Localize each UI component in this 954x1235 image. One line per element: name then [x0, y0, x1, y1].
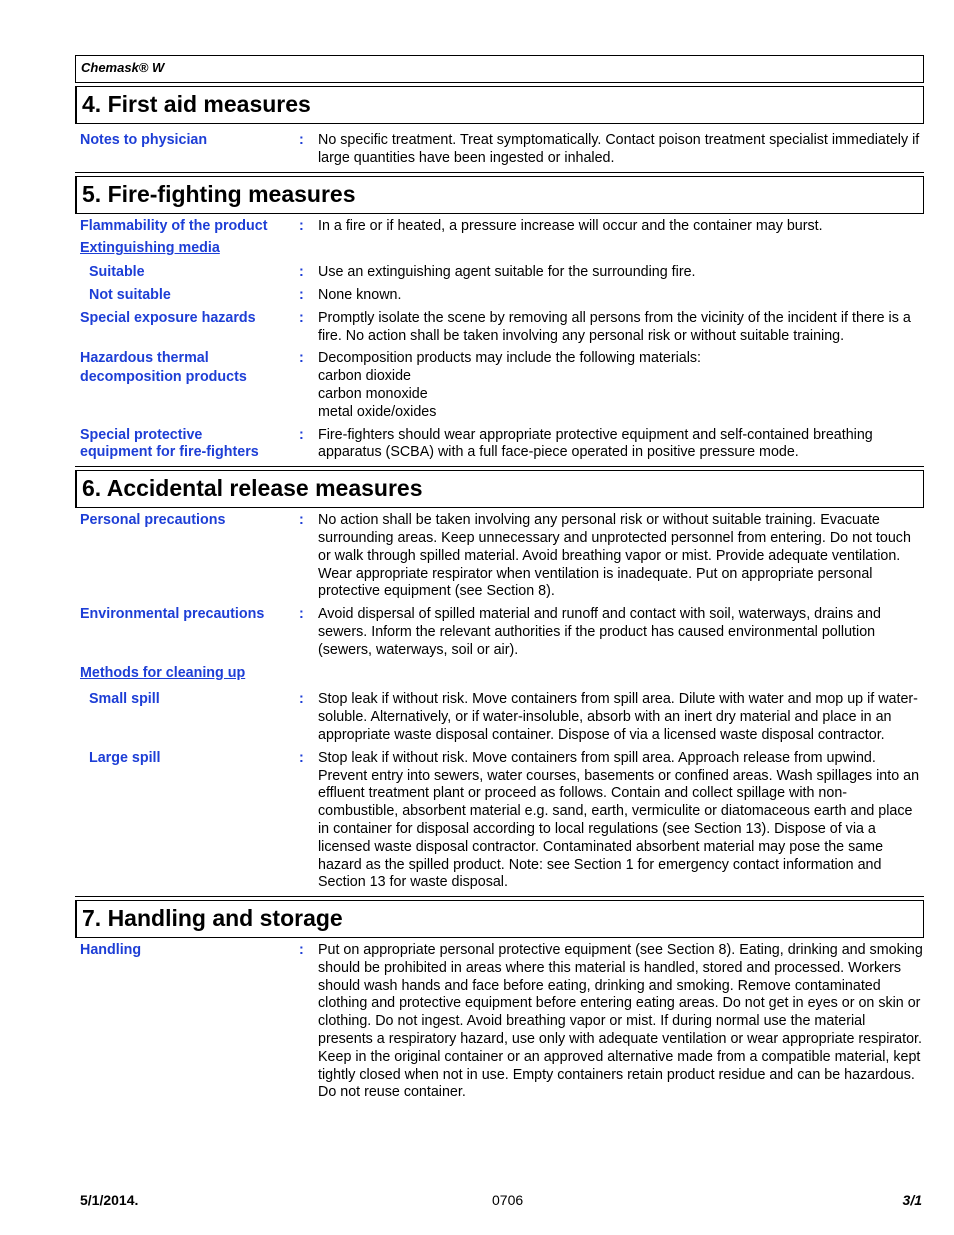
footer-date: 5/1/2014. — [80, 1192, 139, 1208]
colon: : — [299, 217, 304, 234]
colon: : — [299, 426, 304, 443]
special-exposure-row — [75, 310, 924, 346]
footer-code: 0706 — [492, 1192, 524, 1208]
section-6 — [75, 508, 924, 897]
flammability-text: In a fire or if heated, a pressure increase will occur and the container may burst. — [318, 217, 823, 234]
footer-page-number: 3/1 — [902, 1192, 922, 1208]
colon: : — [299, 749, 304, 766]
section-5 — [75, 214, 924, 468]
hazardous-label-line1: Hazardous thermal — [80, 350, 209, 367]
section-4-title: 4. First aid measures — [75, 86, 924, 124]
protective-label — [75, 427, 299, 463]
methods-row — [75, 665, 924, 683]
product-name: Chemask® W — [75, 55, 924, 83]
hazardous-line: Decomposition products may include the following materials: — [318, 350, 702, 367]
handling-label: Handling — [80, 942, 142, 959]
extinguishing-row — [75, 240, 924, 258]
large-spill-row — [75, 750, 924, 892]
hazardous-text — [318, 350, 924, 421]
flammability-row — [75, 218, 924, 236]
extinguishing-media-link[interactable]: Extinguishing media — [80, 240, 220, 257]
colon: : — [299, 691, 304, 708]
environmental-label: Environmental precautions — [80, 606, 265, 623]
protective-label-line2: equipment for fire-fighters — [80, 444, 259, 461]
special-exposure-text: Promptly isolate the scene by removing all persons from the vicinity of the incident if there is a fire. No action shall be taken involving any personal risk or without suitable training. — [318, 309, 911, 344]
flammability-label: Flammability of the product — [80, 217, 268, 234]
personal-text: No action shall be taken involving any personal risk or without suitable training. Evacuate surrounding areas. Keep unnecessary and unprotected personnel from entering. Do not touch or walk through spilled material. Avoid breathing vapor or mist. Provide adequate ventilation. Wear appropriate respirator when ventilation is inadequate. Put on appropriate personal protective equipment (see Section 8). — [318, 512, 911, 600]
notes-text: No specific treatment. Treat symptomatically. Contact poison treatment specialist immediately if large quantities have been ingested or inhaled. — [318, 132, 920, 166]
hazardous-line: carbon dioxide — [318, 368, 411, 385]
protective-label-line1: Special protective — [80, 426, 203, 443]
large-spill-label: Large spill — [89, 749, 161, 766]
special-exposure-label: Special exposure hazards — [80, 309, 256, 326]
section-4 — [75, 124, 924, 173]
hazardous-label-line2: decomposition products — [80, 369, 247, 386]
colon: : — [299, 942, 304, 959]
document-page — [75, 55, 924, 1102]
environmental-row — [75, 606, 924, 659]
suitable-row — [75, 264, 924, 282]
suitable-text: Use an extinguishing agent suitable for the surrounding fire. — [318, 264, 696, 281]
colon: : — [299, 132, 304, 148]
hazardous-line: metal oxide/oxides — [318, 403, 437, 420]
not-suitable-text: None known. — [318, 286, 402, 303]
handling-text: Put on appropriate personal protective equipment (see Section 8). Eating, drinking and smoking should be prohibited in areas where this material is handled, stored and processed. Workers should wash hands and face before eating, drinking and smoking. Remove contaminated clothing and protective equipment before entering eating areas. Do not get in eyes or on skin or clothing. Do not ingest. Avoid breathing vapor or mist. If during normal use the material presents a respiratory hazard, use only with adequate ventilation or wear appropriate respirator. Keep in the original container or an approved alternative made from a compatible material, kept tightly closed when not in use. Empty containers retain product residue and can be hazardous. Do not reuse container. — [318, 942, 923, 1101]
handling-row — [75, 942, 924, 1102]
environmental-text: Avoid dispersal of spilled material and runoff and contact with soil, waterways, drains and sewers. Inform the relevant authorities if the product has caused environmental pollution (sewers, waterways, soil or air). — [318, 606, 881, 658]
colon: : — [299, 309, 304, 326]
protective-row — [75, 427, 924, 463]
notes-row — [75, 132, 924, 168]
methods-cleaning-link[interactable]: Methods for cleaning up — [80, 664, 246, 681]
notes-label: Notes to physician — [80, 132, 208, 148]
small-spill-text: Stop leak if without risk. Move containers from spill area. Dilute with water and mop up if water-soluble. Alternatively, or if water-insoluble, absorb with an inert dry material and place in an appropriate waste disposal container. Dispose of via a licensed waste disposal contractor. — [318, 691, 918, 743]
not-suitable-row — [75, 287, 924, 305]
hazardous-line: carbon monoxide — [318, 385, 428, 402]
section-5-title: 5. Fire-fighting measures — [75, 176, 924, 214]
colon: : — [299, 286, 304, 303]
colon: : — [299, 606, 304, 623]
large-spill-text: Stop leak if without risk. Move containers from spill area. Approach release from upwind. Prevent entry into sewers, water courses, basements or confined areas. Wash spillages into an effluent treatment plant or proceed as follows. Contain and collect spillage with non-combustible, absorbent material e.g. sand, earth, vermiculite or diatomaceous earth and place in container for disposal according to local regulations (see Section 13). Dispose of via a licensed waste disposal contractor. Contaminated absorbent material may pose the same hazard as the spilled product. Note: see Section 1 for emergency contact information and Section 13 for waste disposal. — [318, 749, 920, 891]
personal-row — [75, 512, 924, 601]
hazardous-row — [75, 350, 924, 421]
colon: : — [299, 350, 304, 367]
small-spill-label: Small spill — [89, 691, 160, 708]
section-6-title: 6. Accidental release measures — [75, 470, 924, 508]
section-7 — [75, 938, 924, 1102]
small-spill-row — [75, 691, 924, 744]
hazardous-label — [75, 350, 299, 421]
section-7-title: 7. Handling and storage — [75, 900, 924, 938]
not-suitable-label: Not suitable — [89, 286, 171, 303]
suitable-label: Suitable — [89, 264, 145, 281]
colon: : — [299, 264, 304, 281]
colon: : — [299, 512, 304, 529]
personal-label: Personal precautions — [80, 512, 226, 529]
protective-text: Fire-fighters should wear appropriate protective equipment and self-contained breathing apparatus (SCBA) with a full face-piece operated in positive pressure mode. — [318, 426, 873, 461]
